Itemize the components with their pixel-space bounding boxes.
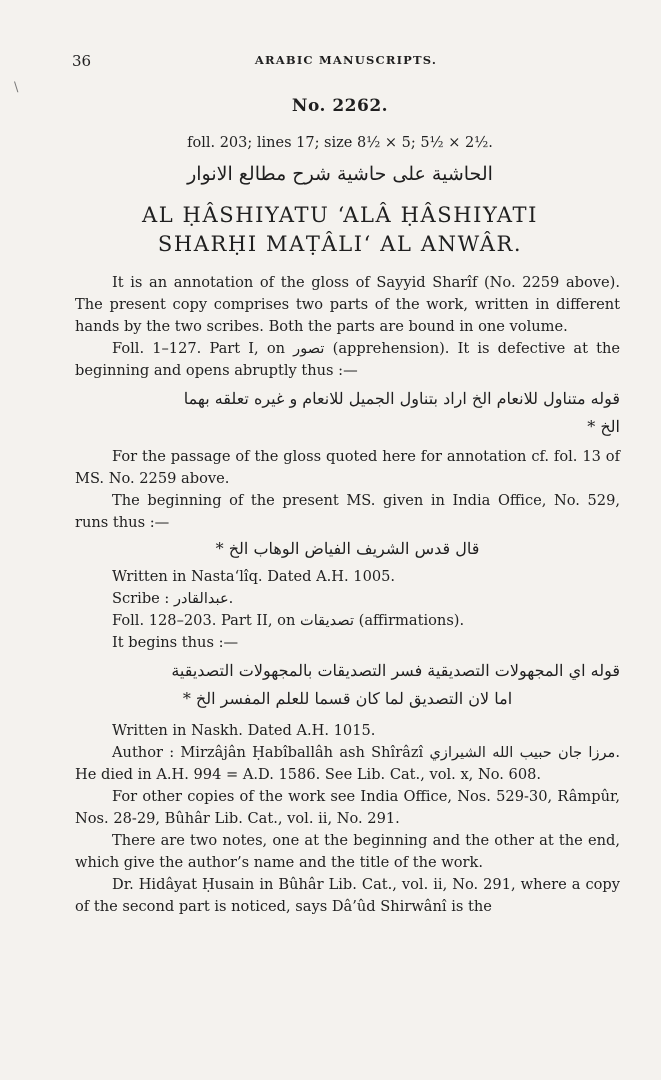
arabic-quote: اما لان التصديق لما كان قسما للعلم المفسر الخ *: [182, 689, 513, 708]
arabic-title: الحاشية على حاشية شرح مطالع الانوار: [187, 163, 493, 185]
paragraph: Written in Naskh. Dated A.H. 1015.: [112, 722, 376, 739]
paragraph: There are two notes, one at the beginning and the other at the end, which give the author’s name and the title of the work.: [75, 832, 620, 871]
paragraph: Foll. 128–203. Part II, on تصديقات (affirmations).: [112, 612, 465, 629]
title-line-2: SHARḤI MAṬÂLI‘ AL ANWÂR.: [157, 232, 523, 256]
paragraph: For other copies of the work see India Office, Nos. 529-30, Râmpûr, Nos. 28-29, Bûhâr Lib. Cat., vol. ii, No. 291.: [75, 788, 620, 827]
arabic-quote-end: الخ *: [587, 417, 620, 436]
entry-body: [75, 272, 620, 918]
arabic-quote: قوله اي المجهولات التصديقية فسر التصديقات بالمجهولات التصديقية: [171, 661, 620, 680]
paragraph: Foll. 1–127. Part I, on تصور (apprehension). It is defective at the beginning and opens abruptly thus :—: [75, 340, 620, 379]
arabic-quote: قال قدس الشريف الفياض الوهاب الخ *: [215, 539, 480, 558]
entry-number: No. 2262.: [291, 96, 389, 116]
paragraph: Written in Nasta‘lîq. Dated A.H. 1005.: [112, 568, 396, 585]
running-head: ARABIC MANUSCRIPTS.: [254, 53, 438, 67]
folio-details: foll. 203; lines 17; size 8½ × 5; 5½ × 2½.: [187, 135, 493, 151]
paragraph: Author : Mirzâjân Ḥabîballâh ash Shîrâzî مرزا جان حبيب الله الشيرازي. He died in A.H. 994 = A.D. 1586. See Lib. Cat., vol. x, No. 608.: [75, 744, 621, 783]
title-line-1: AL ḤÂSHIYATU ‘ALÂ ḤÂSHIYATI: [141, 203, 539, 227]
margin-mark: \: [14, 80, 19, 95]
paragraph: Scribe : عبدالقادر.: [112, 590, 234, 607]
paragraph: Dr. Hidâyat Ḥusain in Bûhâr Lib. Cat., vol. ii, No. 291, where a copy of the second part is noticed, says Dâ’ûd Shirwânî is the: [75, 876, 620, 915]
page-number: 36: [72, 52, 92, 70]
paragraph: It is an annotation of the gloss of Sayyid Sharîf (No. 2259 above). The present copy comprises two parts of the work, written in different hands by the two scribes. Both the parts are bound in one volume.: [75, 274, 620, 335]
arabic-quote: قوله متناول للانعام الخ اراد بتناول الجميل للانعام و غيره تعلقه بهما: [183, 389, 620, 408]
paragraph: It begins thus :—: [112, 634, 239, 651]
paragraph: The beginning of the present MS. given in India Office, No. 529, runs thus :—: [75, 492, 620, 531]
page-header: [72, 50, 620, 70]
paragraph: For the passage of the gloss quoted here for annotation cf. fol. 13 of MS. No. 2259 above.: [75, 448, 620, 487]
